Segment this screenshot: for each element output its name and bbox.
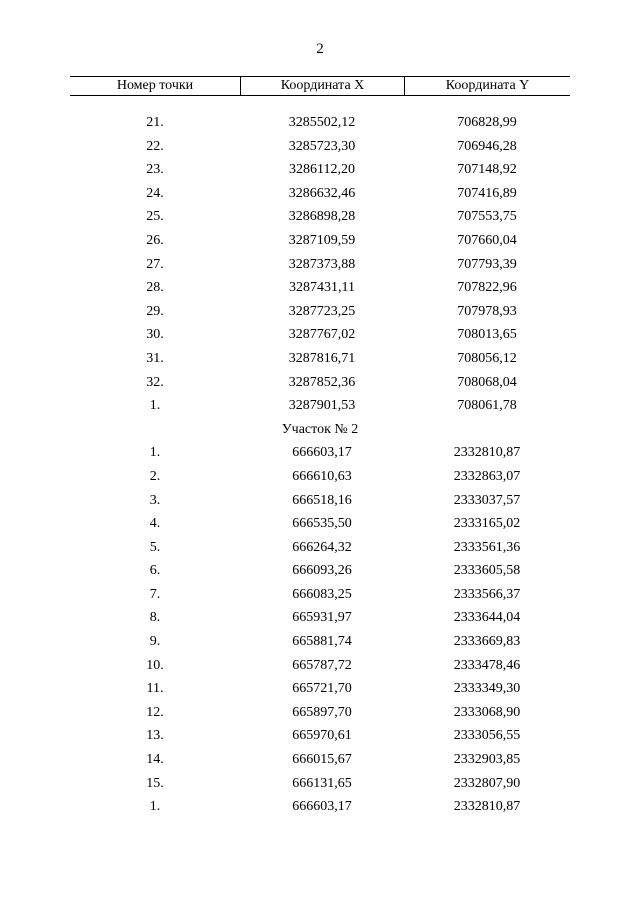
table-row [70,371,570,395]
table-row [70,512,570,536]
point-number-cell: 28. [146,280,164,296]
coordinate-y-cell: 2332863,07 [453,468,521,484]
point-number-cell: 13. [146,728,164,744]
coordinate-y-cell: 2333669,83 [453,634,521,650]
coordinate-y-cell: 2332810,87 [453,799,521,815]
point-number-cell: 23. [146,162,164,178]
table-row [70,229,570,253]
table-row [70,559,570,583]
header-point-number: Номер точки [116,78,194,93]
point-number-cell: 4. [149,516,161,532]
coordinate-y-cell: 707416,89 [457,185,517,201]
coordinate-x-cell: 3287431,11 [289,280,355,296]
coordinate-y-cell: 706828,99 [457,115,517,130]
point-number-cell: 21. [146,115,164,130]
coordinate-x-cell: 665931,97 [292,610,352,626]
table-row [70,630,570,654]
coordinate-x-cell: 665787,72 [292,657,352,673]
coordinate-y-cell: 708056,12 [457,350,517,366]
table-row [70,441,570,465]
point-number-cell: 26. [146,232,164,248]
point-number-cell: 29. [146,303,164,319]
table-row [70,583,570,607]
coordinate-y-cell: 2333566,37 [453,586,521,602]
coordinate-x-cell: 666603,17 [292,799,352,815]
coordinate-x-cell: 3287109,59 [288,232,356,248]
table-row [70,347,570,371]
coordinate-x-cell: 666264,32 [292,539,352,555]
coordinate-x-cell: 666093,26 [292,563,352,579]
point-number-cell: 14. [146,752,164,768]
table-row [70,300,570,324]
table-row [70,253,570,277]
coordinate-y-cell: 2333561,36 [453,539,521,555]
coordinate-x-cell: 3286112,20 [289,162,355,178]
coordinate-y-cell: 707822,96 [457,280,517,296]
coordinate-x-cell: 666083,25 [292,586,352,602]
coordinate-x-cell: 665970,61 [292,728,352,744]
point-number-cell: 3. [149,492,161,508]
table-row [70,489,570,513]
table-row [70,795,570,819]
section-title: Участок № 2 [281,421,359,437]
point-number-cell: 27. [146,256,164,272]
point-number-cell: 25. [146,209,164,225]
coordinate-x-cell: 3286898,28 [288,209,356,225]
coordinate-x-cell: 666610,63 [292,468,352,484]
coordinate-x-cell: 3287767,02 [288,327,356,343]
coordinate-x-cell: 3286632,46 [288,185,356,201]
point-number-cell: 24. [146,185,164,201]
table-row [70,394,570,418]
table-row [70,536,570,560]
coordinate-y-cell: 2332807,90 [453,775,521,791]
header-coordinate-x: Координата X [240,77,404,95]
page-number: 2 [316,41,324,57]
coordinate-x-cell: 3287373,88 [288,256,356,272]
coordinate-y-cell: 2332810,87 [453,445,521,461]
point-number-cell: 1. [149,445,161,461]
coordinate-y-cell: 707553,75 [457,209,517,225]
point-number-cell: 1. [149,799,161,815]
point-number-cell: 10. [146,657,164,673]
point-number-cell: 6. [149,563,161,579]
table-row [70,205,570,229]
table-row [70,724,570,748]
point-number-cell: 22. [146,138,164,154]
table-row [70,748,570,772]
coordinate-x-cell: 665721,70 [292,681,352,697]
point-number-cell: 7. [149,586,161,602]
coordinate-y-cell: 2332903,85 [453,752,521,768]
coordinate-y-cell: 2333605,58 [453,563,521,579]
coordinate-x-cell: 3287901,53 [288,398,356,414]
coordinate-y-cell: 707978,93 [457,303,517,319]
table-row [70,701,570,725]
coordinate-x-cell: 665881,74 [292,634,352,650]
coordinate-y-cell: 2333068,90 [453,704,521,720]
coordinate-y-cell: 2333478,46 [453,657,521,673]
table-row [70,111,570,135]
coordinate-y-cell: 707660,04 [457,232,517,248]
coordinate-y-cell: 707793,39 [457,256,517,272]
point-number-cell: 32. [146,374,164,390]
table-body [70,111,570,819]
coordinate-x-cell: 3287816,71 [288,350,356,366]
point-number-cell: 31. [146,350,164,366]
point-number-cell: 8. [149,610,161,626]
coordinates-table [70,76,570,819]
point-number-cell: 11. [146,681,164,697]
coordinate-x-cell: 3285502,12 [288,115,356,130]
coordinate-x-cell: 3287852,36 [288,374,356,390]
point-number-cell: 15. [146,775,164,791]
table-row [70,677,570,701]
coordinate-x-cell: 666535,50 [292,516,352,532]
coordinate-y-cell: 707148,92 [457,162,517,178]
table-row [70,323,570,347]
header-coordinate-y: Координата Y [404,77,570,95]
table-row [70,135,570,159]
coordinate-y-cell: 2333165,02 [453,516,521,532]
coordinate-y-cell: 2333349,30 [453,681,521,697]
coordinate-x-cell: 666131,65 [292,775,352,791]
point-number-cell: 30. [146,327,164,343]
coordinate-x-cell: 3285723,30 [288,138,356,154]
table-row [70,654,570,678]
point-number-cell: 12. [146,704,164,720]
coordinate-y-cell: 2333644,04 [453,610,521,626]
coordinate-y-cell: 2333037,57 [453,492,521,508]
table-row [70,606,570,630]
coordinate-y-cell: 708013,65 [457,327,517,343]
coordinate-y-cell: 708061,78 [457,398,517,414]
coordinate-y-cell: 2333056,55 [453,728,521,744]
table-row [70,772,570,796]
point-number-cell: 9. [149,634,161,650]
coordinate-x-cell: 666518,16 [292,492,352,508]
table-row [70,158,570,182]
coordinate-x-cell: 666603,17 [292,445,352,461]
table-header [70,76,570,96]
coordinate-x-cell: 3287723,25 [288,303,356,319]
coordinate-y-cell: 706946,28 [457,138,517,154]
coordinate-x-cell: 665897,70 [292,704,352,720]
coordinate-y-cell: 708068,04 [457,374,517,390]
coordinate-x-cell: 666015,67 [292,752,352,768]
table-row [70,465,570,489]
table-row [70,182,570,206]
point-number-cell: 5. [149,539,161,555]
point-number-cell: 1. [149,398,161,414]
point-number-cell: 2. [149,468,161,484]
table-row [70,276,570,300]
